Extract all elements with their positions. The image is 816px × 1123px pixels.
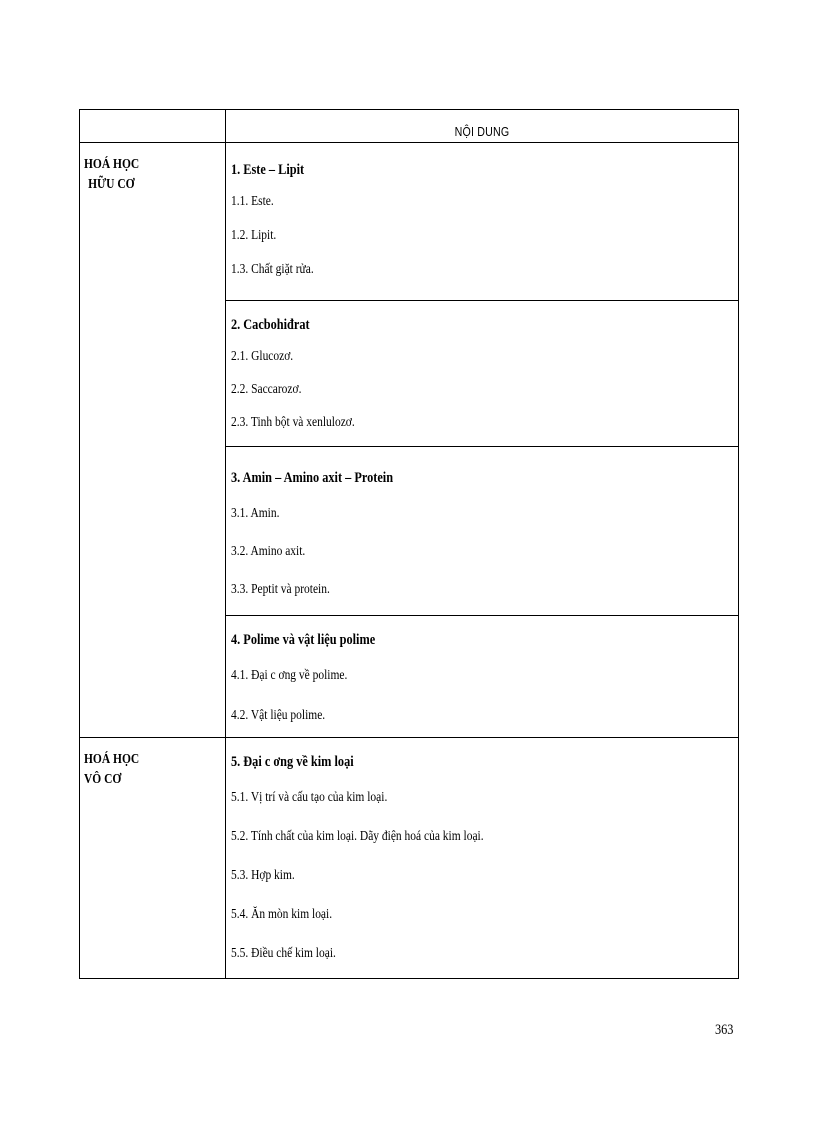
- content-table: [79, 109, 739, 979]
- section-item: 1.2. Lipit.: [231, 228, 277, 243]
- section-title: 2. Cacbohiđrat: [231, 316, 310, 333]
- group-content: [226, 143, 738, 737]
- group-inorganic: [80, 738, 738, 978]
- section-item: 3.3. Peptit và protein.: [231, 582, 330, 597]
- section-item: 2.3. Tinh bột và xenlulozơ.: [231, 414, 355, 430]
- header-left-cell: [80, 110, 226, 142]
- section-item: 1.1. Este.: [231, 194, 274, 209]
- section-item: 5.3. Hợp kim.: [231, 867, 295, 883]
- section-title: 4. Polime và vật liệu polime: [231, 631, 376, 648]
- section-title: 3. Amin – Amino axit – Protein: [231, 469, 394, 486]
- section-item: 4.2. Vật liệu polime.: [231, 708, 326, 723]
- section-item: 2.2. Saccarozơ.: [231, 381, 302, 397]
- section-item: 4.1. Đại c ơng về polime.: [231, 668, 348, 683]
- section-item: 1.3. Chất giặt rửa.: [231, 262, 314, 277]
- section: [226, 143, 738, 301]
- section: [226, 301, 738, 447]
- section-item: 3.2. Amino axit.: [231, 544, 306, 559]
- group-label: [80, 738, 226, 978]
- section-item: 3.1. Amin.: [231, 506, 280, 521]
- page-number: 363: [715, 1022, 734, 1038]
- section: [226, 447, 738, 616]
- group-label-line: HỮU CƠ: [88, 177, 135, 192]
- section-title: 5. Đại c ơng về kim loại: [231, 753, 354, 770]
- section: [226, 616, 738, 737]
- group-label-line: HOÁ HỌC: [84, 752, 140, 767]
- header-title: NỘI DUNG: [454, 124, 510, 139]
- section-item: 2.1. Glucozơ.: [231, 348, 294, 364]
- group-label: [80, 143, 226, 737]
- group-content: [226, 738, 738, 978]
- section-item: 5.4. Ăn mòn kim loại.: [231, 906, 333, 922]
- section-item: 5.1. Vị trí và cấu tạo của kim loại.: [231, 789, 388, 805]
- section-item: 5.2. Tính chất của kim loại. Dãy điện hoá của kim loại.: [231, 828, 484, 844]
- section-title: 1. Este – Lipit: [231, 161, 305, 178]
- group-organic: [80, 143, 738, 738]
- group-label-line: HOÁ HỌC: [84, 157, 140, 172]
- table-header-row: [80, 110, 738, 143]
- section: [226, 738, 738, 978]
- group-label-line: VÔ CƠ: [84, 772, 122, 787]
- section-item: 5.5. Điều chế kim loại.: [231, 945, 336, 961]
